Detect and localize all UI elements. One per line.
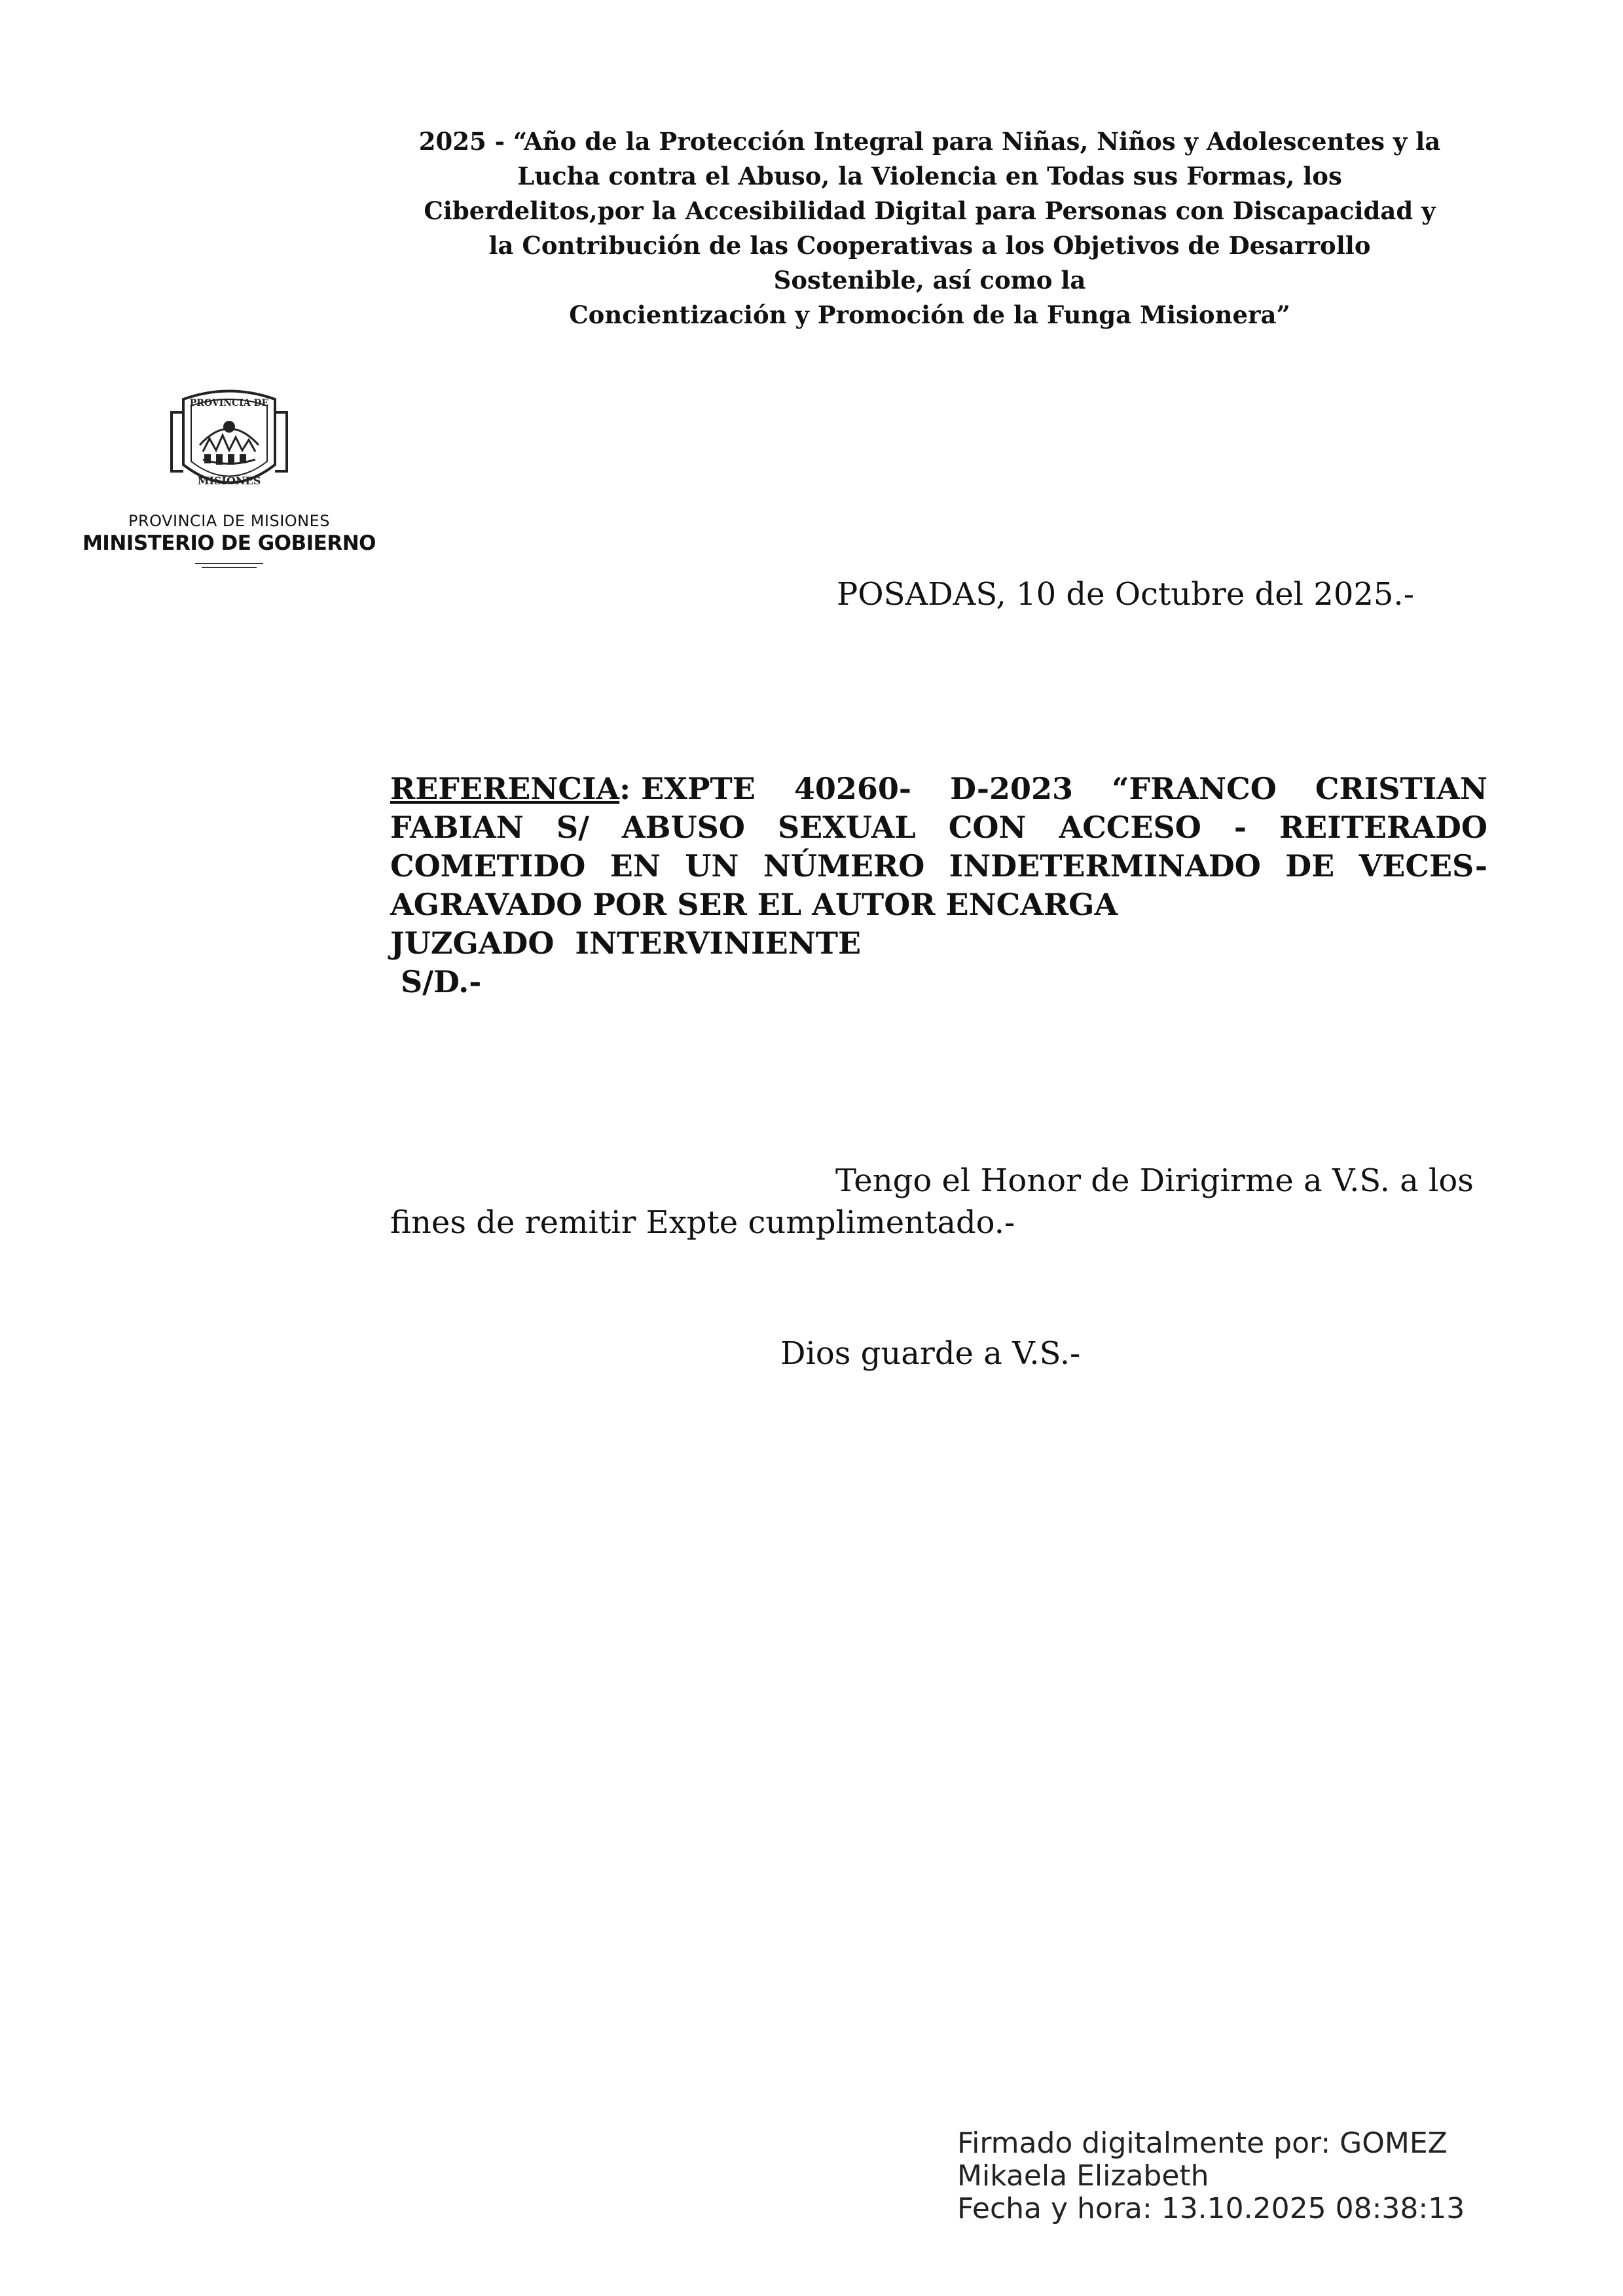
body-line: Tengo el Honor de Dirigirme a V.S. a los — [835, 1162, 1474, 1199]
reference-word: FABIAN — [390, 810, 524, 845]
date-line: POSADAS, 10 de Octubre del 2025.- — [837, 576, 1414, 613]
logo-province-name: PROVINCIA DE MISIONES — [128, 512, 331, 530]
signature-line: Fecha y hora: 13.10.2025 08:38:13 — [957, 2192, 1465, 2225]
motto-line: 2025 - “Año de la Protección Integral para Niñas, Niños y Adolescentes y la — [418, 127, 1441, 156]
reference-block — [390, 770, 1487, 1001]
motto-line: la Contribución de las Cooperativas a los Objetivos de Desarrollo — [488, 231, 1371, 260]
reference-word: - — [1233, 810, 1247, 845]
reference-line-2 — [390, 808, 1487, 847]
reference-word: 40260- — [793, 771, 912, 806]
reference-line-3 — [390, 847, 1487, 886]
reference-word: VECES- — [1359, 848, 1487, 884]
reference-word: CON — [948, 810, 1027, 845]
motto-line: Ciberdelitos,por la Accesibilidad Digital para Personas con Discapacidad y — [424, 196, 1436, 225]
reference-word: S/ — [556, 810, 589, 845]
logo-rule — [195, 563, 263, 564]
provincia-de-misiones-seal-icon — [164, 386, 295, 507]
reference-word: DE — [1285, 848, 1335, 884]
logo-rule — [202, 567, 257, 568]
motto-line: Concientización y Promoción de la Funga Misionera” — [569, 300, 1290, 329]
reference-label: REFERENCIA — [390, 771, 620, 806]
signature-line: Firmado digitalmente por: GOMEZ — [957, 2126, 1448, 2160]
reference-word: COMETIDO — [390, 848, 586, 884]
reference-word: REITERADO — [1279, 810, 1487, 845]
reference-word: ABUSO — [621, 810, 745, 845]
reference-line-5: JUZGADO INTERVINIENTE — [390, 925, 862, 961]
ministry-logo — [72, 386, 386, 583]
closing-line: Dios guarde a V.S.- — [780, 1335, 1081, 1372]
header-motto — [367, 124, 1493, 332]
reference-line-1 — [390, 770, 1487, 808]
reference-word: : EXPTE — [619, 771, 756, 806]
body-paragraph — [390, 1160, 1487, 1244]
signature-line: Mikaela Elizabeth — [957, 2159, 1209, 2193]
seal-top-text: PROVINCIA DE — [189, 398, 269, 408]
reference-word: “FRANCO — [1112, 771, 1277, 806]
reference-line-6: S/D.- — [390, 964, 482, 999]
reference-line-4: AGRAVADO POR SER EL AUTOR ENCARGA — [390, 887, 1118, 922]
reference-word: ACCESO — [1059, 810, 1201, 845]
reference-word: UN — [685, 848, 739, 884]
digital-signature — [957, 2127, 1465, 2225]
reference-word: EN — [610, 848, 661, 884]
reference-word: SEXUAL — [777, 810, 916, 845]
reference-word: D-2023 — [950, 771, 1073, 806]
reference-word: INDETERMINADO — [949, 848, 1261, 884]
motto-line: Sostenible, así como la — [773, 266, 1086, 295]
reference-word: NÚMERO — [763, 848, 925, 884]
motto-line: Lucha contra el Abuso, la Violencia en Todas sus Formas, los — [517, 162, 1342, 190]
body-line: fines de remitir Expte cumplimentado.- — [390, 1204, 1015, 1241]
seal-bottom-text: MISIONES — [197, 475, 261, 487]
reference-word: CRISTIAN — [1315, 771, 1487, 806]
reference-head — [390, 770, 756, 808]
logo-ministry-name: MINISTERIO DE GOBIERNO — [82, 531, 376, 555]
